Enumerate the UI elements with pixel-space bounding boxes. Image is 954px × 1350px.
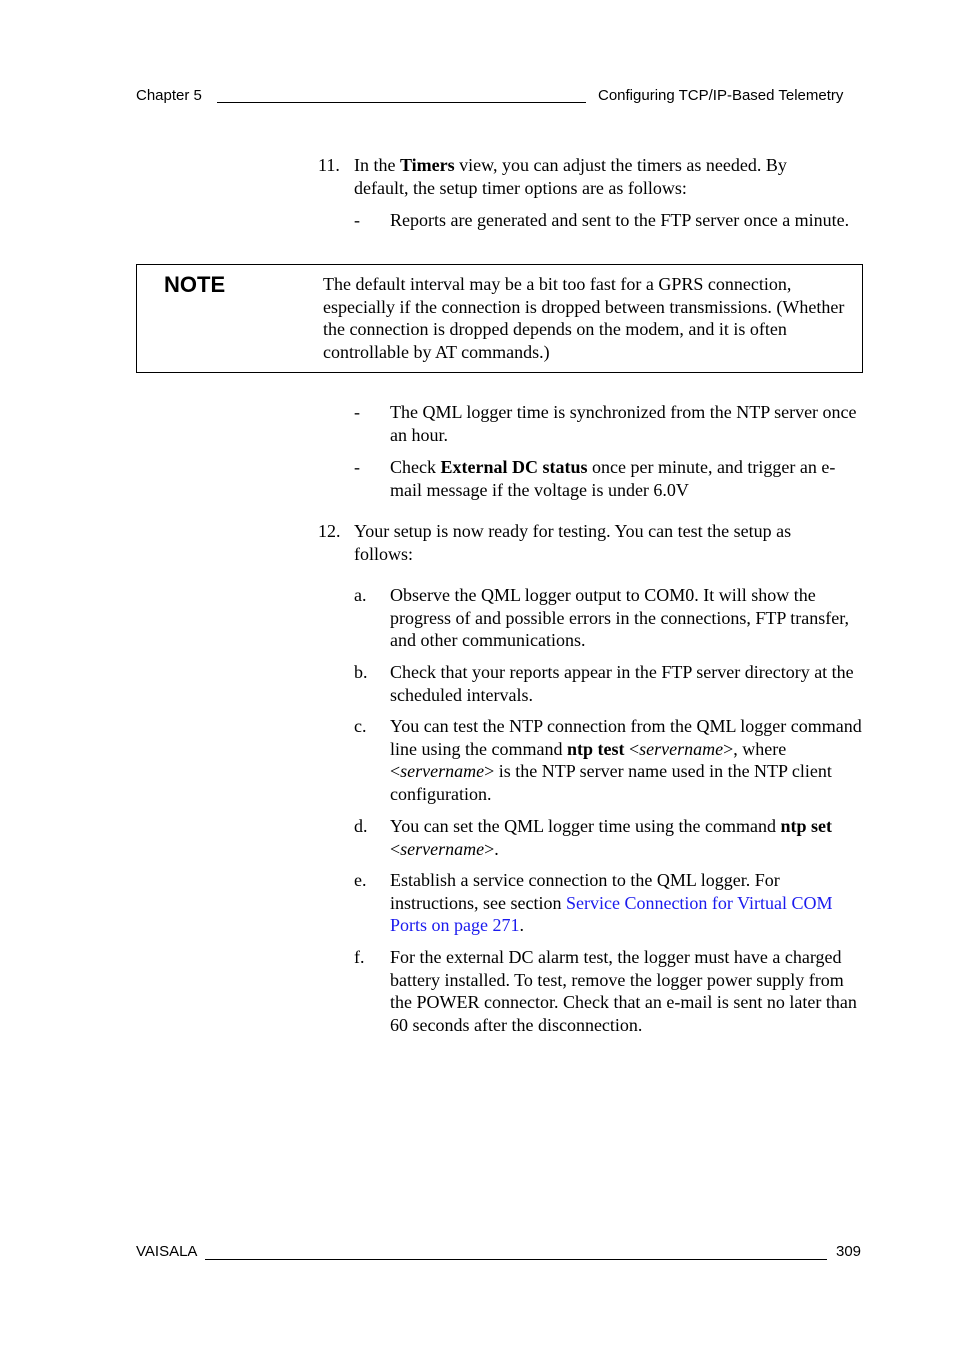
substep-marker-b: b. [354,662,368,682]
dash-marker: - [354,402,360,422]
header-title: Configuring TCP/IP-Based Telemetry [598,87,844,104]
note-box [136,264,863,373]
service-connection-link[interactable]: Service Connection for Virtual COM Ports on page 271 [390,892,833,935]
substep-e-text: Establish a service connection to the QML logger. For instructions, see section Service Connection for Virtual COM Ports on page 271. [390,870,833,935]
substep-a-text: Observe the QML logger output to COM0. It will show the progress of and possible errors in the connections, FTP transfer, and other communications. [390,585,850,650]
footer-brand: VAISALA [136,1243,198,1260]
substep-marker-f: f. [354,947,365,967]
note-text: The default interval may be a bit too fast for a GPRS connection, especially if the connection is dropped between transmissions. (Whether the connection is dropped depends on the modem, and it is often controllable by AT commands.) [323,274,845,362]
note-label: NOTE [164,272,226,297]
substep-c-text: You can test the NTP connection from the QML logger command line using the command ntp test <servername>, where <servername> is the NTP server name used in the NTP client configuration. [390,716,862,804]
timers-view-name: Timers [399,155,455,175]
page-number: 309 [836,1243,862,1260]
step-12-number: 12. [318,521,341,541]
ntp-test-command: ntp test [566,738,625,759]
step-11-text: In the Timers view, you can adjust the timers as needed. By default, the setup timer options are as follows: [354,155,787,198]
step-12-text: Your setup is now ready for testing. You can test the setup as follows: [354,521,792,564]
step-11-number: 11. [318,155,340,175]
external-dc-status-label: External DC status [440,457,588,477]
header-rule [217,102,586,103]
substep-marker-a: a. [354,585,367,605]
substep-marker-c: c. [354,716,367,736]
substep-f-text: For the external DC alarm test, the logger must have a charged battery installed. To test, remove the logger power supply from the POWER connector. Check that an e-mail is sent no later than 60 seconds after the disconnection. [390,947,857,1035]
dash-item-reports: Reports are generated and sent to the FTP server once a minute. [390,210,850,230]
dash-item-dc-status: Check External DC status once per minute, and trigger an e-mail message if the voltage is under 6.0V [390,457,836,500]
footer-rule [205,1259,827,1260]
header-chapter: Chapter 5 [136,87,202,104]
substep-marker-e: e. [354,870,367,890]
substep-d-text: You can set the QML logger time using the command ntp set <servername>. [390,816,832,859]
substep-b-text: Check that your reports appear in the FTP server directory at the scheduled intervals. [390,662,854,705]
dash-marker: - [354,457,360,477]
ntp-set-command: ntp set [780,816,832,836]
dash-marker: - [354,210,360,230]
dash-item-ntp-sync: The QML logger time is synchronized from the NTP server once an hour. [390,402,857,445]
substep-marker-d: d. [354,816,368,836]
